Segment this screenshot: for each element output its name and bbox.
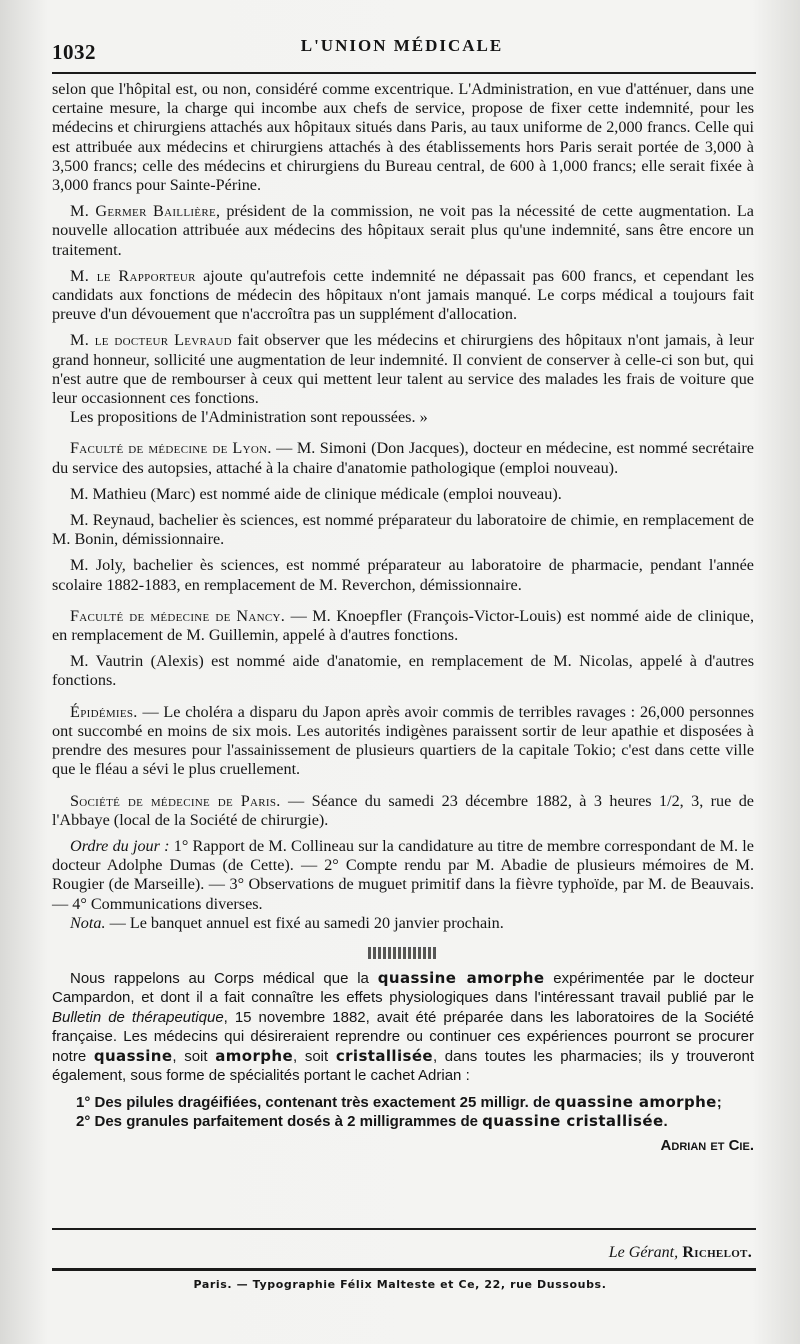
paragraph-lyon-joly: M. Joly, bachelier ès sciences, est nommé préparateur au laboratoire de pharmacie, pendant l'année scolaire 1882-1883, en remplacement de M. Reverchon, démissionnaire.: [52, 556, 754, 594]
ad-paragraph: [52, 969, 754, 1086]
ad-text: , soit: [172, 1047, 216, 1065]
section-text: — Séance du samedi 23 décembre 1882, à 3 heures 1/2, 3, rue de l'Abbaye (local de la Société de chirurgie).: [52, 791, 754, 829]
gerant-name: Richelot.: [678, 1244, 752, 1261]
paragraph-indemnity: selon que l'hôpital est, ou non, considéré comme excentrique. L'Administration, en vue d'atténuer, dans une certaine mesure, la charge qui incombe aux chefs de service, propose de fixer cette indemnité, pour les médecins et chirurgiens attachés aux hôpitaux situés dans Paris, au taux uniforme de 2,000 francs. Celle qui est attribuée aux médecins et chirurgiens attachés à des établissements hors Paris serait portée de 3,000 à 3,500 francs; celle des médecins et chirurgiens du Bureau central, de 600 à 1,000 francs; elle serait fixée à 3,000 francs pour Sainte-Périne.: [52, 80, 754, 195]
paragraph-nota: [52, 914, 754, 933]
header-rule: [52, 72, 756, 74]
speaker-text: ajoute qu'autrefois cette indemnité ne dépassait pas 600 francs, et cependant les candidats aux fonctions de médecin des hôpitaux n'ont jamais manqué. Le corps médical a toujours fait preuve d'un dévouement que n'accroîtra pas un supplément d'allocation.: [52, 266, 754, 324]
ad-highlight: quassine amorphe: [554, 1092, 717, 1111]
ad-item-end: .: [663, 1113, 668, 1131]
ad-list-item-2: [52, 1112, 754, 1132]
speaker-text: fait observer que les médecins et chirurgiens des hôpitaux n'ont jamais, à leur grand honneur, sollicité une augmentation de leur indemnité. Il convient de conserver à celle-ci son but, qui n'est autre que de rembourser à ceux qui mettent leur talent au service des malades les frais de voiture que leur occasionnent ces fonctions.: [52, 331, 754, 408]
page-header: [52, 30, 752, 70]
speaker-name: M. le Rapporteur: [70, 266, 196, 285]
journal-title: L'UNION MÉDICALE: [300, 36, 504, 55]
ordre-label: Ordre du jour :: [70, 836, 170, 855]
ad-text: , 15 novembre 1882, avait été préparée dans les laboratoires de la Société française. Les médecins qui désireraient reprendre ou continuer ces expériences pourront se procurer notre: [52, 1008, 754, 1065]
speaker-name: M. le docteur Levraud: [70, 331, 232, 350]
page-number: 1032: [52, 40, 96, 64]
ad-publication: Bulletin de thérapeutique: [52, 1008, 224, 1026]
ad-highlight: quassine amorphe: [377, 968, 545, 987]
section-heading: Société de médecine de Paris.: [70, 791, 281, 810]
paragraph-levraud: [52, 331, 754, 408]
paragraph-lyon-mathieu: M. Mathieu (Marc) est nommé aide de clinique médicale (emploi nouveau).: [70, 484, 562, 503]
footer-rule-thick: [52, 1268, 756, 1271]
paragraph-lyon: [52, 439, 754, 477]
nota-text: — Le banquet annuel est fixé au samedi 20 janvier prochain.: [105, 913, 504, 932]
section-text: — M. Simoni (Don Jacques), docteur en médecine, est nommé secrétaire du service des autopsies, attaché à la chaire d'anatomie pathologique (emploi nouveau).: [52, 439, 754, 477]
paragraph-nancy-vautrin: M. Vautrin (Alexis) est nommé aide d'anatomie, en remplacement de M. Nicolas, appelé à d'autres fonctions.: [52, 652, 754, 690]
section-heading: Faculté de médecine de Nancy.: [70, 606, 286, 625]
ordre-text: 1° Rapport de M. Collineau sur la candidature au titre de membre correspondant de M. le docteur Adolphe Dumas (de Cette). — 2° Compte rendu par M. Abadie de plusieurs mémoires de M. Rougier (de Marseille). — 3° Observations de muguet primitif dans la fièvre typhoïde, par M. de Beauvais. — 4° Communications diverses.: [52, 836, 754, 913]
section-text: — M. Knoepfler (François-Victor-Louis) est nommé aide de clinique, en remplacement de M. Guillemin, appelé à d'autres fonctions.: [52, 606, 754, 645]
gerant-signature: [609, 1244, 752, 1262]
speaker-name: M. Germer Baillière,: [70, 202, 221, 221]
gerant-label: Le Gérant,: [608, 1244, 679, 1261]
ad-item-text: 1° Des pilules dragéifiées, contenant très exactement 25 milligr. de: [76, 1093, 555, 1111]
paragraph-rapporteur: [52, 267, 754, 325]
footer-rule: [52, 1228, 756, 1230]
paragraph-societe: [52, 792, 754, 830]
paragraph-lyon-reynaud: M. Reynaud, bachelier ès sciences, est nommé préparateur du laboratoire de chimie, en remplacement de M. Bonin, démissionnaire.: [52, 511, 754, 549]
ad-highlight: cristallisée: [335, 1046, 433, 1065]
printer-imprint: Paris. — Typographie Félix Malteste et Ce, 22, rue Dussoubs.: [193, 1278, 607, 1291]
ad-highlight: quassine cristallisée: [482, 1112, 664, 1131]
ad-highlight: amorphe: [215, 1046, 294, 1065]
ad-text: Nous rappelons au Corps médical que la: [70, 969, 378, 987]
section-heading: Épidémies.: [70, 702, 138, 721]
paragraph-bailliere: [52, 202, 754, 260]
section-text: — Le choléra a disparu du Japon après avoir commis de terribles ravages : 26,000 personnes ont succombé en moins de six mois. Les autorités indigènes paraissent sortir de leur apathie et disposées à prendre des mesures pour l'assainissement de plusieurs quartiers de la capitale Tokio; c'est dans cette ville que le fléau a sévi le plus cruellement.: [52, 702, 754, 779]
speaker-text: président de la commission, ne voit pas la nécessité de cette augmentation. La nouvelle allocation attribuée aux médecins des hôpitaux serait plus qu'une indemnité, sans être encore un traitement.: [52, 202, 754, 259]
nota-label: Nota.: [70, 913, 106, 932]
ad-item-end: ;: [716, 1093, 722, 1111]
paragraph-epidemies: [52, 703, 754, 780]
advertisement-quassine: [52, 969, 754, 1156]
ad-item-text: 2° Des granules parfaitement dosés à 2 milligrammes de: [76, 1113, 483, 1131]
ad-signature: Adrian et Cie.: [660, 1136, 754, 1154]
paragraph-ordre-du-jour: [52, 837, 754, 914]
paragraph-propositions: Les propositions de l'Administration sont repoussées. »: [70, 408, 428, 427]
section-ornament: [368, 947, 438, 959]
paragraph-nancy: [52, 607, 754, 645]
ad-highlight: quassine: [93, 1046, 173, 1065]
article-body: [52, 80, 754, 1155]
ad-text: , soit: [293, 1047, 336, 1065]
ad-text: , dans toutes les pharmacies; ils y trouveront également, sous forme de spécialités portant le cachet Adrian :: [52, 1047, 754, 1085]
ad-text: expérimentée par le docteur Campardon, et dont il a fait connaître les effets physiologiques dans l'intéressant travail publié par le: [52, 969, 755, 1007]
section-heading: Faculté de médecine de Lyon.: [70, 439, 272, 458]
ad-list-item-1: [52, 1093, 754, 1113]
